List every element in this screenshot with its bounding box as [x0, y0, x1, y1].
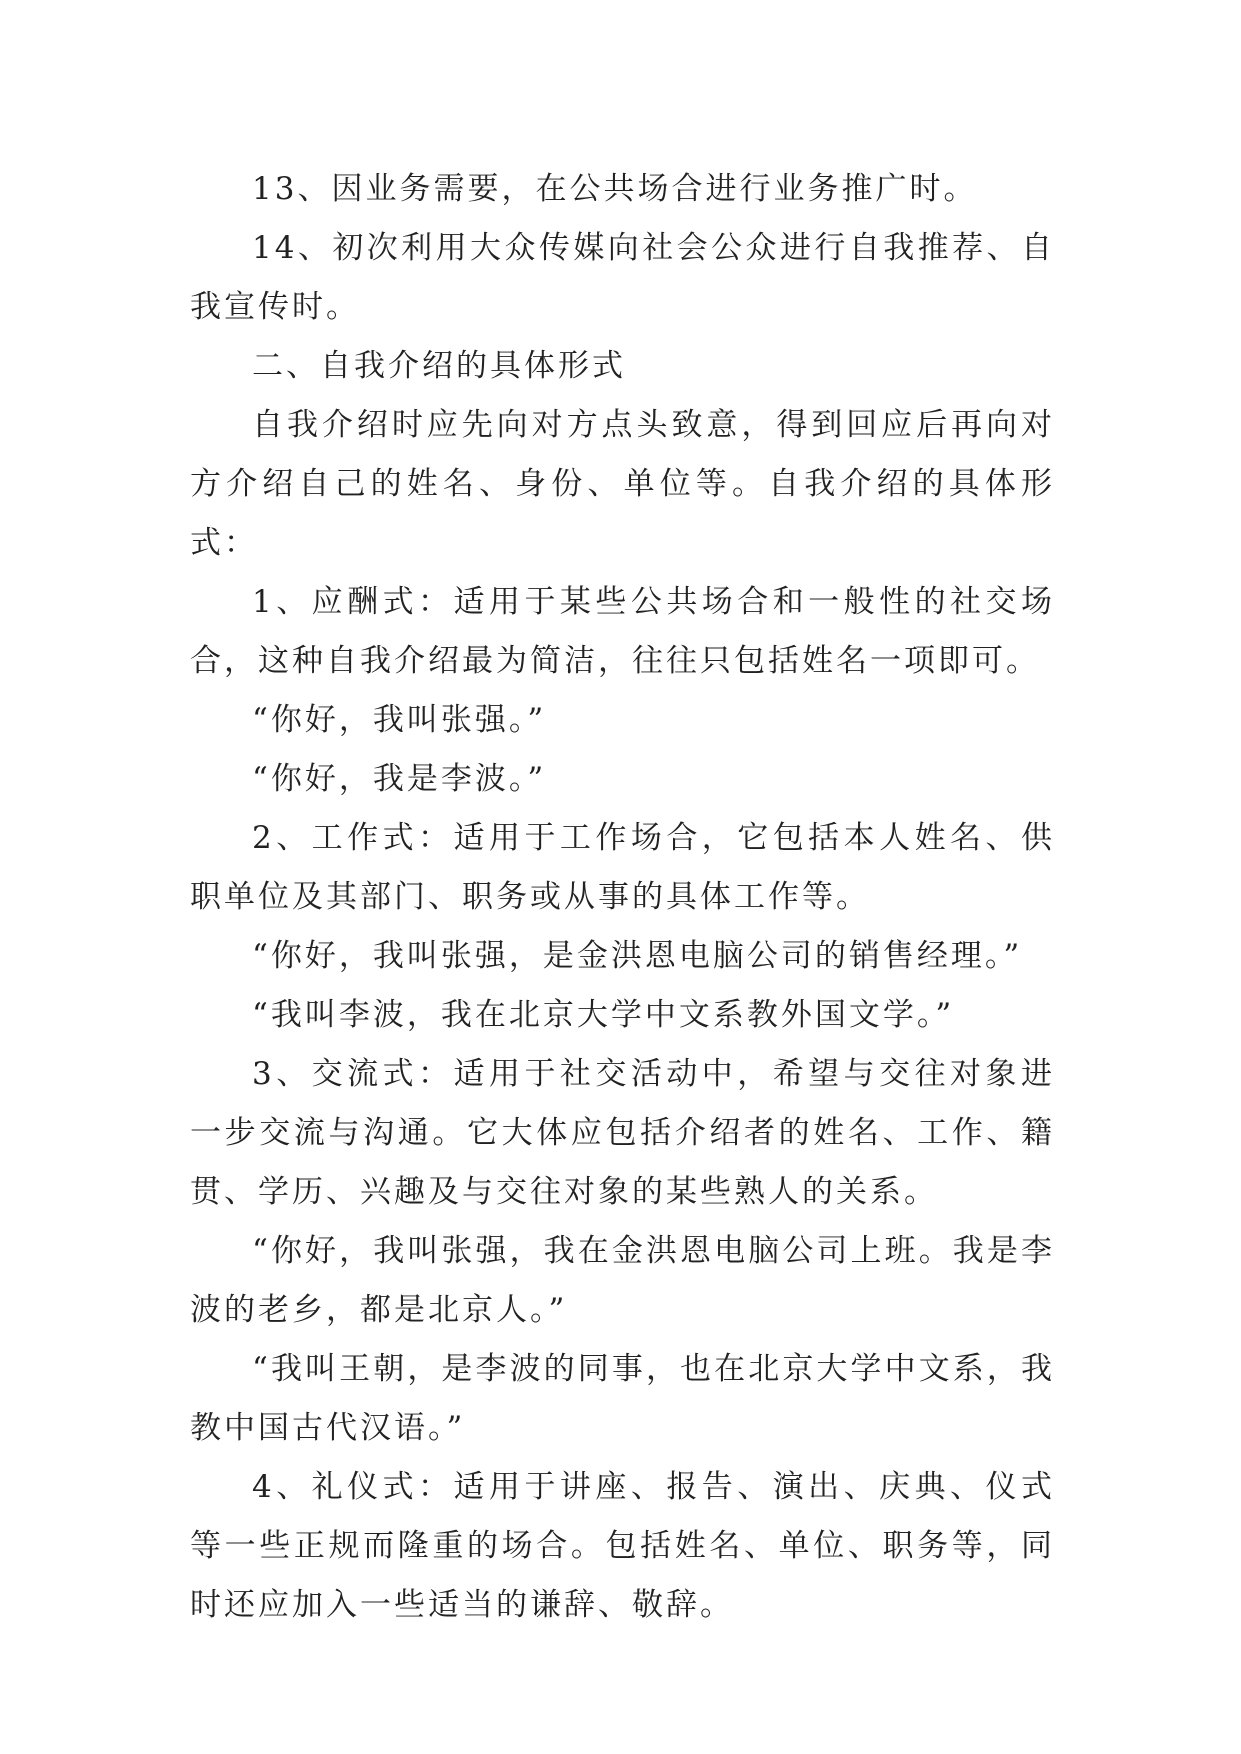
example-quote: “你好，我是李波。” — [252, 761, 547, 797]
section-heading: 二、自我介绍的具体形式 — [252, 348, 626, 384]
example-quote: “你好，我叫张强，是金洪恩电脑公司的销售经理。” — [252, 938, 1023, 974]
example-quote: “我叫王朝，是李波的同事，也在北京大学中文系，我教中国古代汉语。” — [190, 1351, 1055, 1446]
example-quote: “你好，我叫张强，我在金洪恩电脑公司上班。我是李波的老乡，都是北京人。” — [190, 1233, 1055, 1328]
paragraph-item-14: 14、初次利用大众传媒向社会公众进行自我推荐、自我宣传时。 — [190, 230, 1055, 325]
example-quote: “你好，我叫张强。” — [252, 702, 547, 738]
paragraph-item-13: 13、因业务需要，在公共场合进行业务推广时。 — [252, 171, 978, 207]
document-body — [190, 160, 1055, 1635]
example-quote: “我叫李波，我在北京大学中文系教外国文学。” — [252, 997, 955, 1033]
intro-paragraph: 自我介绍时应先向对方点头致意，得到回应后再向对方介绍自己的姓名、身份、单位等。自我介绍的具体形式： — [190, 407, 1055, 561]
paragraph-form-3: 3、交流式：适用于社交活动中，希望与交往对象进一步交流与沟通。它大体应包括介绍者的姓名、工作、籍贯、学历、兴趣及与交往对象的某些熟人的关系。 — [190, 1056, 1055, 1210]
paragraph-form-1: 1、应酬式：适用于某些公共场合和一般性的社交场合，这种自我介绍最为简洁，往往只包括姓名一项即可。 — [190, 584, 1055, 679]
paragraph-form-2: 2、工作式：适用于工作场合，它包括本人姓名、供职单位及其部门、职务或从事的具体工作等。 — [190, 820, 1055, 915]
paragraph-form-4: 4、礼仪式：适用于讲座、报告、演出、庆典、仪式等一些正规而隆重的场合。包括姓名、单位、职务等，同时还应加入一些适当的谦辞、敬辞。 — [190, 1469, 1055, 1623]
